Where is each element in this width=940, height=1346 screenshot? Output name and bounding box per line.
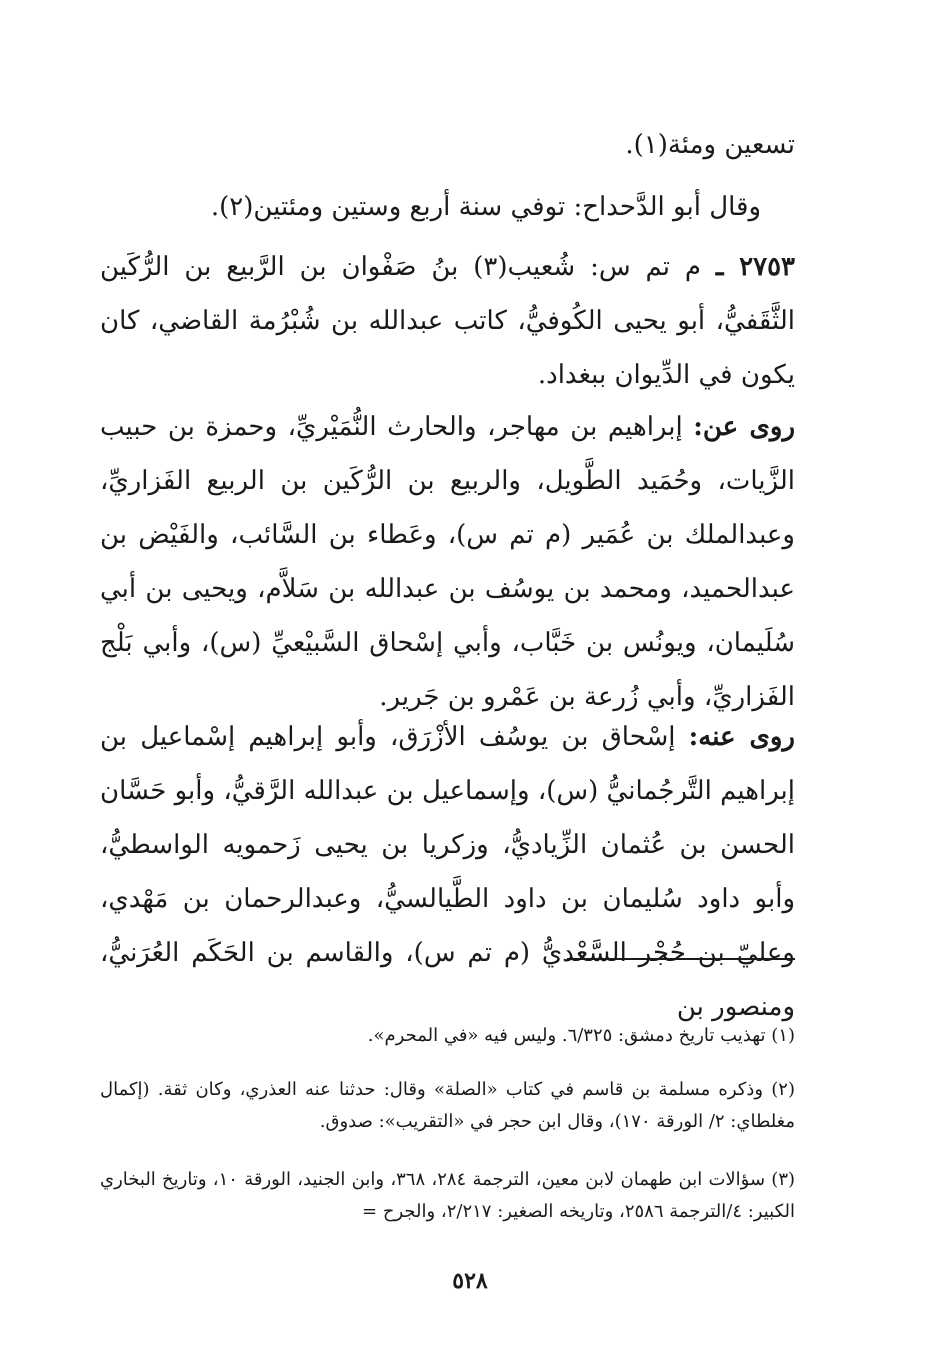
footnote-separator [567, 958, 795, 960]
narrated-by-paragraph [100, 710, 795, 1034]
narrated-by-text: إسْحاق بن يوسُف الأزْرَق، وأبو إبراهيم إسْماعيل بن إبراهيم التَّرجُمانيُّ (س)، وإسماعيل بن عبدالله الرَّقيُّ، وأبو حَسَّان الحسن بن عُثمان الزِّياديُّ، وزكريا بن يحيى زَحمويه الواسطيُّ، وأبو داود سُليمان بن داود الطَّيالسيُّ، وعبدالرحمان بن مَهْدي، وعليّ بن حُجْر السَّعْديُّ (م تم س)، والقاسم بن الحَكَم العُرَنيُّ، ومنصور بن [100, 722, 795, 1022]
footnote-1: (١) تهذيب تاريخ دمشق: ٦/٣٢٥. وليس فيه «في المحرم». [367, 1025, 795, 1046]
continuation-line: تسعين ومئة(١). [625, 130, 795, 160]
biography-entry [100, 240, 795, 402]
entry-prefix: م تم س: [575, 252, 701, 282]
entry-number: ٢٧٥٣ ـ [715, 252, 796, 282]
narrated-from-label: روى عن: [693, 412, 795, 442]
entry-text: شُعيب(٣) بنُ صَفْوان بن الرَّبيع بن الرُّكَين الثَّقَفيُّ، أبو يحيى الكُوفيُّ، كاتب عبدالله بن شُبْرُمة القاضي، كان يكون في الدِّيوان ببغداد. [100, 252, 795, 390]
abu-dahdah-line: وقال أبو الدَّحداح: توفي سنة أربع وستين ومئتين(٢). [210, 192, 761, 222]
narrated-from-paragraph [100, 400, 795, 724]
page-number: ٥٢٨ [452, 1268, 488, 1294]
footnote-2: (٢) وذكره مسلمة بن قاسم في كتاب «الصلة» وقال: حدثنا عنه العذري، وكان ثقة. (إكمال مغلطاي: ٢/ الورقة ١٧٠)، وقال ابن حجر في «التقريب»: صدوق. [100, 1079, 795, 1132]
narrated-from-text: إبراهيم بن مهاجر، والحارث النُّمَيْريِّ، وحمزة بن حبيب الزَّيات، وحُمَيد الطَّويل، والربيع بن الرُّكَين بن الربيع الفَزاريِّ، وعبدالملك بن عُمَير (م تم س)، وعَطاء بن السَّائب، والفَيْض بن عبدالحميد، ومحمد بن يوسُف بن عبدالله بن سَلاَّم، ويحيى بن أبي سُلَيمان، ويونُس بن خَبَّاب، وأبي إسْحاق السَّبيْعيِّ (س)، وأبي بَلْج الفَزاريِّ، وأبي زُرعة بن عَمْرو بن جَرير. [100, 412, 795, 712]
narrated-by-label: روى عنه: [688, 722, 795, 752]
footnote-3: (٣) سؤالات ابن طهمان لابن معين، الترجمة ٢٨٤، ٣٦٨، وابن الجنيد، الورقة ١٠، وتاريخ البخاري الكبير: ٤/الترجمة ٢٥٨٦، وتاريخه الصغير: ٢/٢١٧، والجرح = [100, 1169, 796, 1222]
